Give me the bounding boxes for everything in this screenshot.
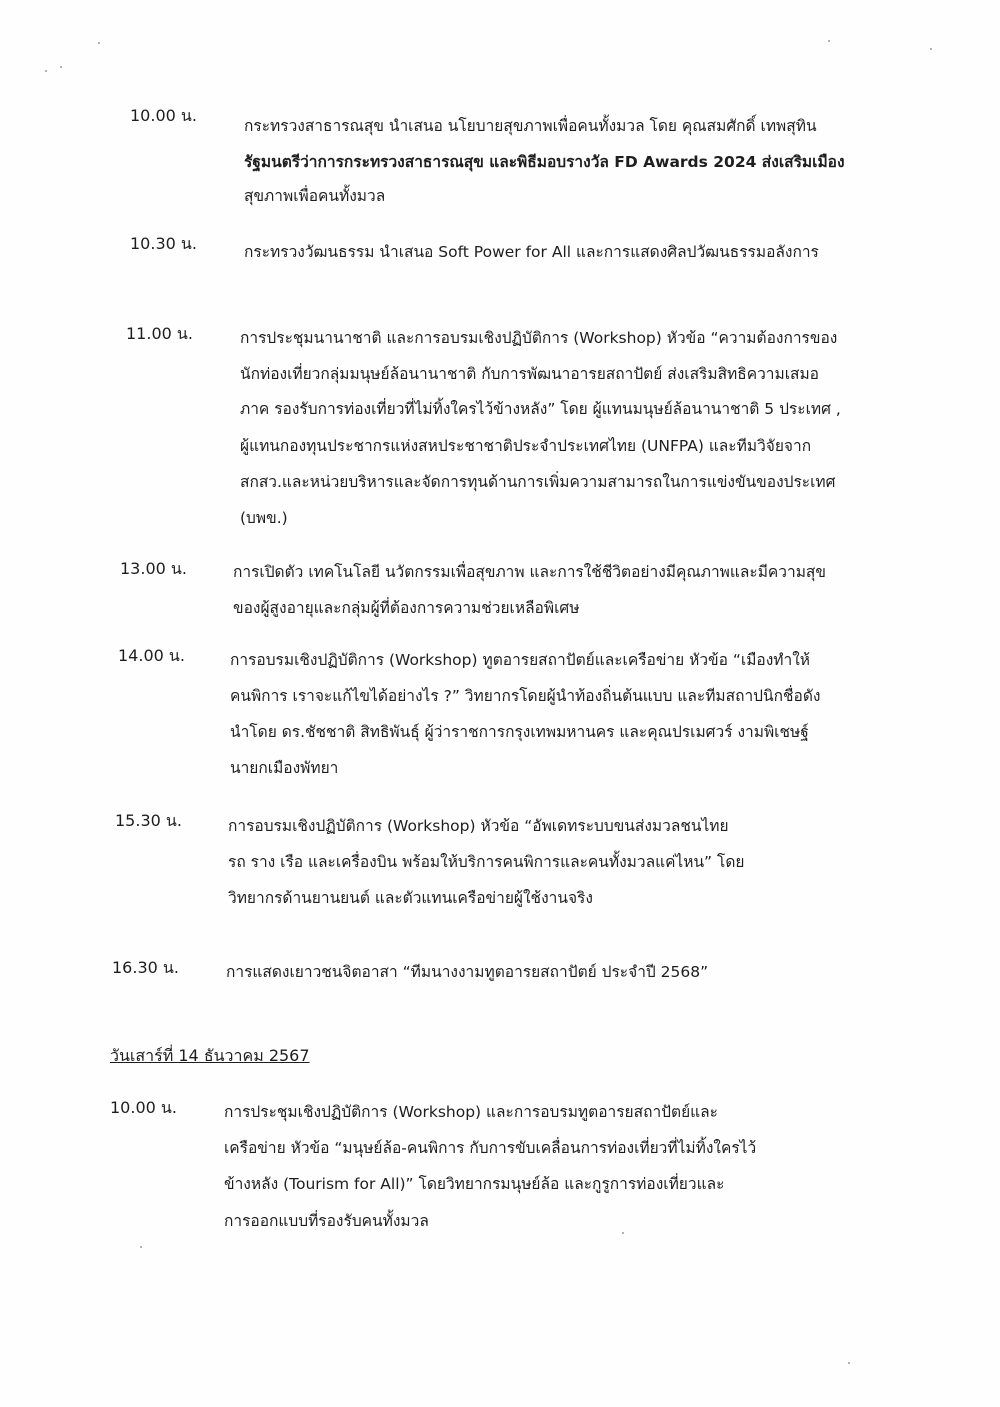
entry-text-line: ภาค รองรับการท่องเที่ยวที่ไม่ทิ้งใครไว้ข้างหลัง” โดย ผู้แทนมนุษย์ล้อนานาชาติ 5 ประเทศ ,: [240, 400, 841, 418]
scan-speck: [45, 70, 47, 72]
entry-text-line: วิทยากรด้านยานยนต์ และตัวแทนเครือข่ายผู้ใช้งานจริง: [228, 889, 593, 907]
entry-time: 10.00 น.: [130, 106, 197, 125]
date-heading: วันเสาร์ที่ 14 ธันวาคม 2567: [110, 1046, 310, 1065]
scan-speck: [60, 66, 62, 68]
entry-time: 14.00 น.: [118, 646, 185, 665]
entry-text-line: รถ ราง เรือ และเครื่องบิน พร้อมให้บริการคนพิการและคนทั้งมวลแค่ไหน” โดย: [228, 853, 745, 871]
entry-text-line: ผู้แทนกองทุนประชากรแห่งสหประชาชาติประจำประเทศไทย (UNFPA) และทีมวิจัยจาก: [240, 437, 812, 455]
entry-time: 13.00 น.: [120, 559, 187, 578]
entry-text-line: การประชุมนานาชาติ และการอบรมเชิงปฏิบัติการ (Workshop) หัวข้อ “ความต้องการของ: [240, 329, 838, 347]
entry-text-line: เครือข่าย หัวข้อ “มนุษย์ล้อ-คนพิการ กับการขับเคลื่อนการท่องเที่ยวที่ไม่ทิ้งใครไว้: [224, 1139, 757, 1157]
entry-text-line: การอบรมเชิงปฏิบัติการ (Workshop) ทูตอารยสถาปัตย์และเครือข่าย หัวข้อ “เมืองทำให้: [230, 651, 811, 669]
scan-speck: [140, 1246, 142, 1248]
entry-text-line: ของผู้สูงอายุและกลุ่มผู้ที่ต้องการความช่วยเหลือพิเศษ: [233, 599, 580, 617]
entry-time: 10.30 น.: [130, 234, 197, 253]
entry-text-line: (บพข.): [240, 509, 288, 527]
scan-speck: [848, 1362, 850, 1364]
entry-text-line: สกสว.และหน่วยบริหารและจัดการทุนด้านการเพิ่มความสามารถในการแข่งขันของประเทศ: [240, 473, 836, 491]
entry-text-line: คนพิการ เราจะแก้ไขได้อย่างไร ?” วิทยากรโดยผู้นำท้องถิ่นต้นแบบ และทีมสถาปนิกชื่อดัง: [230, 687, 821, 705]
entry-text-line: การแสดงเยาวชนจิตอาสา “ทีมนางงามทูตอารยสถาปัตย์ ประจำปี 2568”: [226, 963, 709, 981]
entry-time: 16.30 น.: [112, 958, 179, 977]
scan-speck: [622, 1232, 624, 1234]
entry-text-line: การอบรมเชิงปฏิบัติการ (Workshop) หัวข้อ “อัพเดทระบบขนส่งมวลชนไทย: [228, 817, 729, 835]
entry-text-line: นายกเมืองพัทยา: [230, 759, 339, 777]
scan-speck: [828, 40, 830, 42]
entry-text-line: สุขภาพเพื่อคนทั้งมวล: [244, 187, 386, 205]
entry-text-line: การประชุมเชิงปฏิบัติการ (Workshop) และการอบรมทูตอารยสถาปัตย์และ: [224, 1103, 718, 1121]
scan-speck: [930, 48, 932, 50]
entry-text-line: รัฐมนตรีว่าการกระทรวงสาธารณสุข และพิธีมอบรางวัล FD Awards 2024 ส่งเสริมเมือง: [244, 153, 845, 171]
entry-text-line: กระทรวงสาธารณสุข นำเสนอ นโยบายสุขภาพเพื่อคนทั้งมวล โดย คุณสมศักดิ์ เทพสุทิน: [244, 117, 817, 135]
entry-time: 15.30 น.: [115, 811, 182, 830]
scan-speck: [98, 42, 100, 44]
entry-text-line: ข้างหลัง (Tourism for All)” โดยวิทยากรมนุษย์ล้อ และกูรูการท่องเที่ยวและ: [224, 1175, 725, 1193]
entry-time: 11.00 น.: [126, 324, 193, 343]
entry-text-line: นำโดย ดร.ชัชชาติ สิทธิพันธุ์ ผู้ว่าราชการกรุงเทพมหานคร และคุณปรเมศวร์ งามพิเชษฐ์: [230, 723, 809, 741]
entry-time: 10.00 น.: [110, 1098, 177, 1117]
entry-text-line: การออกแบบที่รองรับคนทั้งมวล: [224, 1212, 429, 1230]
entry-text-line: นักท่องเที่ยวกลุ่มมนุษย์ล้อนานาชาติ กับการพัฒนาอารยสถาปัตย์ ส่งเสริมสิทธิความเสมอ: [240, 365, 819, 383]
entry-text-line: การเปิดตัว เทคโนโลยี นวัตกรรมเพื่อสุขภาพ และการใช้ชีวิตอย่างมีคุณภาพและมีความสุข: [233, 563, 826, 581]
entry-text-line: กระทรวงวัฒนธรรม นำเสนอ Soft Power for All และการแสดงศิลปวัฒนธรรมอลังการ: [244, 243, 819, 261]
